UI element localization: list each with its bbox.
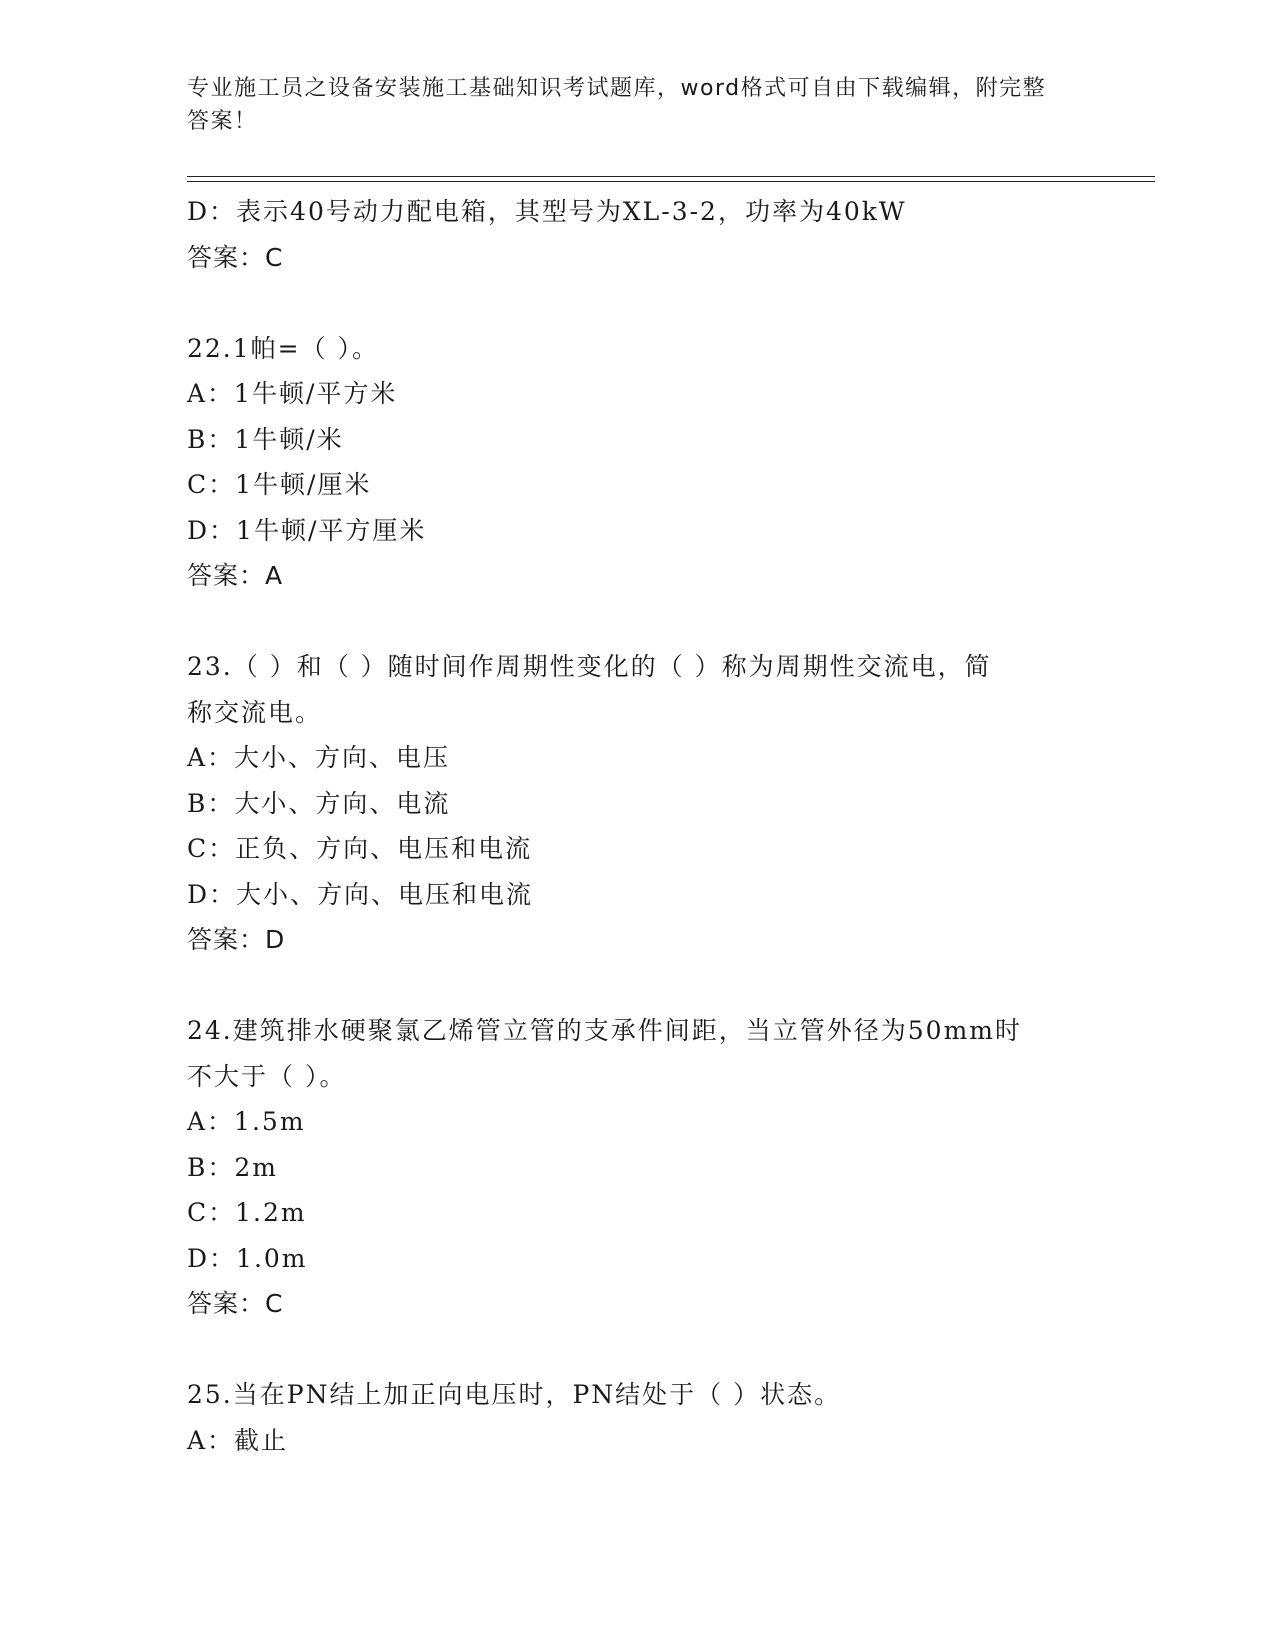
answer: 答案：C [187, 242, 284, 272]
question-stem: 22.1帕=（ ）。 [187, 333, 380, 363]
question-25 [187, 1372, 1067, 1463]
answer: 答案：A [187, 561, 284, 590]
answer: 答案：D [187, 925, 286, 954]
option-d: D：1牛顿/平方厘米 [187, 515, 427, 545]
question-stem-continued: 称交流电。 [187, 697, 323, 727]
spacer [187, 280, 1067, 326]
spacer [187, 1327, 1067, 1373]
option-d: D：大小、方向、电压和电流 [187, 879, 534, 909]
question-22 [187, 326, 1067, 599]
option-b: B：1牛顿/米 [187, 424, 344, 454]
option-b: B：大小、方向、电流 [187, 788, 451, 818]
option-b: B：2m [187, 1152, 278, 1182]
document-intro: 专业施工员之设备安装施工基础知识考试题库，word格式可自由下载编辑，附完整答案！ [187, 76, 1047, 134]
option-c: C：1牛顿/厘米 [187, 470, 372, 499]
option-a: A：截止 [187, 1425, 289, 1455]
spacer [187, 963, 1067, 1009]
question-stem-continued: 不大于（ ）。 [187, 1061, 347, 1091]
question-stem: 25.当在PN结上加正向电压时，PN结处于（ ）状态。 [187, 1380, 842, 1409]
option-a: A：1牛顿/平方米 [187, 379, 398, 408]
option-a: A：1.5m [187, 1107, 306, 1136]
answer: 答案：C [187, 1289, 284, 1318]
question-24 [187, 1008, 1067, 1327]
question-content [187, 189, 1067, 1463]
header-divider-bottom [187, 181, 1155, 182]
question-23 [187, 644, 1067, 963]
option-c: C：1.2m [187, 1198, 307, 1227]
header-divider-top [187, 176, 1155, 177]
option-d: D：表示40号动力配电箱，其型号为XL-3-2，功率为40kW [187, 197, 907, 226]
spacer [187, 599, 1067, 645]
question-stem: 23.（ ）和（ ）随时间作周期性变化的（ ）称为周期性交流电，简 [187, 652, 992, 681]
option-c: C：正负、方向、电压和电流 [187, 834, 533, 863]
option-d: D：1.0m [187, 1243, 308, 1273]
question-stem: 24.建筑排水硬聚氯乙烯管立管的支承件间距，当立管外径为50mm时 [187, 1016, 1022, 1045]
option-a: A：大小、方向、电压 [187, 743, 451, 772]
